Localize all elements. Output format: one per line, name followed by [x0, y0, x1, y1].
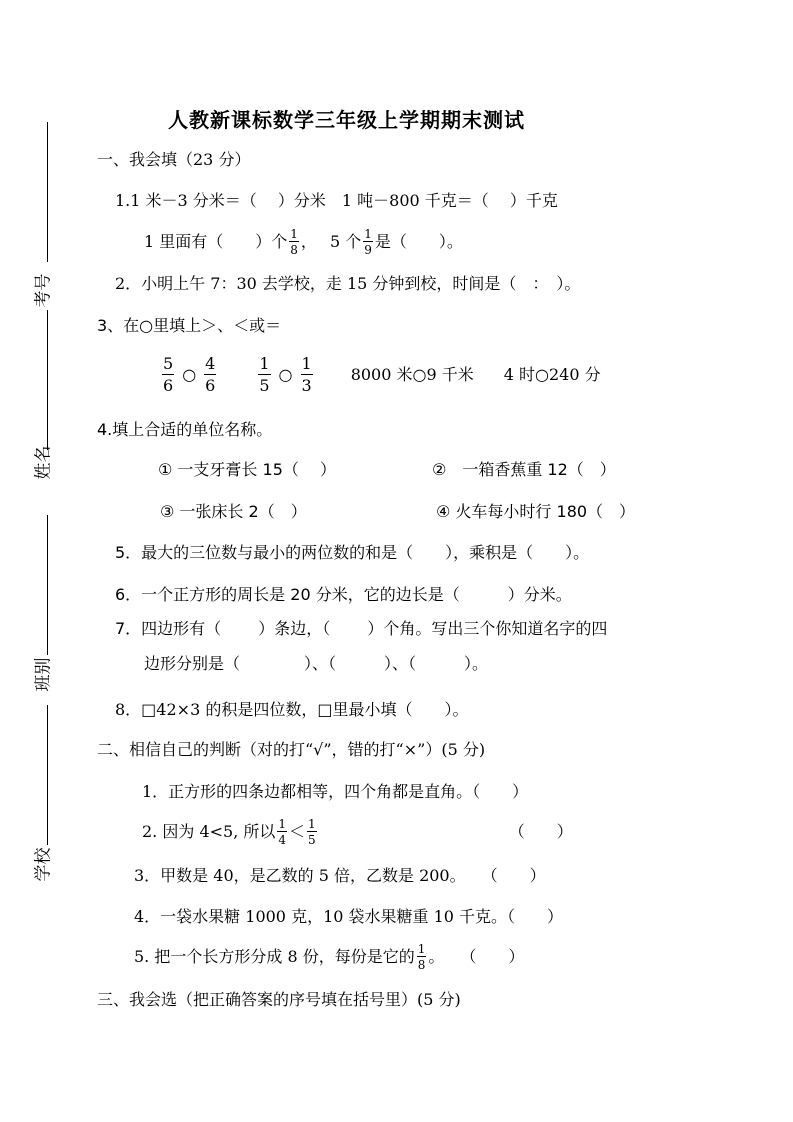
- fraction-5-6: [162, 356, 174, 394]
- fraction-numerator: 1: [278, 817, 287, 831]
- compare-circle: ○: [182, 365, 197, 384]
- compare-circle: ○: [278, 365, 293, 384]
- judge-q3: 3．甲数是 40，是乙数的 5 倍，乙数是 200。 （ ）: [134, 866, 546, 885]
- fraction-1-5-small: [307, 818, 317, 846]
- binding-line-2: [47, 310, 48, 450]
- page-title: 人教新课标数学三年级上学期期末测试: [168, 108, 525, 132]
- fraction-1-8: [289, 228, 299, 256]
- judge-q5-post: 。 （ ）: [428, 947, 525, 966]
- q4-item-4: ④ 火车每小时行 180（ ）: [436, 502, 636, 521]
- fraction-numerator: 4: [205, 354, 216, 373]
- q7-line-a: 7．四边形有（ ）条边，（ ）个角。写出三个你知道名字的四: [115, 619, 608, 638]
- section-1-heading: 一、我会填（23 分）: [97, 150, 251, 169]
- section-2-heading: 二、相信自己的判断（对的打“√”，错的打“×”）(5 分): [97, 740, 486, 759]
- judge-q2: [142, 812, 573, 852]
- fraction-numerator: 1: [259, 354, 270, 373]
- less-than-sign: ＜: [289, 822, 306, 841]
- q4-item-1: ① 一支牙膏长 15（ ）: [158, 460, 336, 479]
- fraction-numerator: 5: [163, 354, 174, 373]
- q1-line-a: 1.1 米－3 分米＝（ ）分米 1 吨－800 千克＝（ ）千克: [115, 191, 558, 210]
- q4-item-2: ② 一箱香蕉重 12（ ）: [432, 460, 616, 479]
- fraction-denominator: 6: [163, 376, 174, 395]
- judge-q4: 4．一袋水果糖 1000 克，10 袋水果糖重 10 千克。（ ）: [134, 907, 564, 926]
- q1-line-b-post: 是（ ）。: [374, 232, 463, 251]
- q5-text: 5．最大的三位数与最小的两位数的和是（ ），乘积是（ ）。: [115, 543, 590, 562]
- binding-line-3: [47, 515, 48, 655]
- fraction-1-5: [258, 356, 270, 394]
- judge-q2-pre: 2. 因为 4<5, 所以: [142, 822, 276, 841]
- label-kaohao: 考号: [33, 273, 54, 308]
- q2-text: 2．小明上午 7：30 去学校，走 15 分钟到校，时间是（ ： ）。: [115, 274, 581, 293]
- section-3-heading: 三、我会选（把正确答案的序号填在括号里）(5 分): [97, 990, 461, 1009]
- q3-compare-time: 4 时○240 分: [503, 365, 601, 384]
- fraction-1-3: [301, 356, 313, 394]
- q1-line-b-mid: ， 5 个: [300, 232, 362, 251]
- fraction-numerator: 1: [290, 227, 298, 241]
- fraction-numerator: 1: [364, 227, 372, 241]
- q1-line-b-pre: 1 里面有（ ）个: [144, 232, 288, 251]
- fraction-denominator: 3: [301, 376, 312, 395]
- fraction-4-6: [204, 356, 216, 394]
- judge-q1: 1．正方形的四条边都相等，四个角都是直角。（ ）: [142, 782, 529, 801]
- fraction-numerator: 1: [308, 817, 316, 831]
- fraction-denominator: 6: [205, 376, 216, 395]
- fraction-denominator: 9: [364, 243, 372, 257]
- label-xingming: 姓名: [33, 445, 54, 480]
- q3-compare-length: 8000 米○9 千米: [350, 365, 474, 384]
- label-xuexiao: 学校: [33, 847, 54, 882]
- fraction-denominator: 5: [259, 376, 270, 395]
- q8-text: 8．□42×3 的积是四位数，□里最小填（ ）。: [115, 700, 469, 719]
- q4-text: 4.填上合适的单位名称。: [97, 420, 273, 439]
- fraction-1-4: [277, 818, 287, 846]
- fraction-1-8-judge: [417, 943, 427, 971]
- q3-compare-row: [160, 353, 601, 397]
- judge-q2-post: （ ）: [508, 822, 573, 841]
- q7-line-b: 边形分别是（ ）、（ ）、（ ）。: [144, 654, 489, 673]
- fraction-denominator: 8: [417, 958, 426, 972]
- fraction-numerator: 1: [417, 942, 426, 956]
- q6-text: 6．一个正方形的周长是 20 分米，它的边长是（ ）分米。: [115, 585, 572, 604]
- fraction-denominator: 8: [290, 243, 298, 257]
- fraction-1-9: [363, 228, 373, 256]
- label-banbie: 班别: [33, 657, 54, 692]
- q1-line-b: [144, 222, 463, 262]
- fraction-denominator: 4: [278, 833, 287, 847]
- fraction-denominator: 5: [308, 833, 316, 847]
- fraction-numerator: 1: [301, 354, 312, 373]
- binding-line-1: [47, 122, 48, 262]
- q3-text: 3、在○里填上＞、＜或＝: [97, 316, 282, 335]
- binding-line-4: [47, 705, 48, 845]
- q4-item-3: ③ 一张床长 2（ ）: [160, 502, 307, 521]
- judge-q5-pre: 5. 把一个长方形分成 8 份，每份是它的: [134, 947, 415, 966]
- judge-q5: [134, 937, 524, 977]
